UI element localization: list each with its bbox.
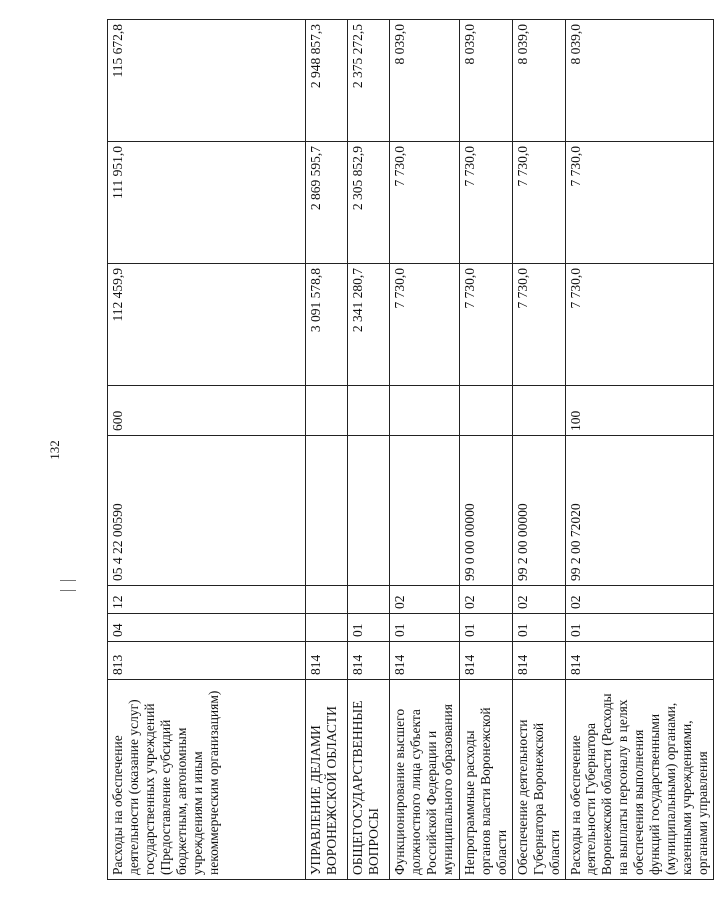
amount-year-2: 7 730,0: [460, 142, 513, 264]
expense-type: [348, 386, 390, 436]
amount-year-3: 2 375 272,5: [348, 20, 390, 142]
table-row: [565, 20, 713, 880]
target-article: 05 4 22 00590: [108, 436, 306, 586]
target-article: [390, 436, 460, 586]
target-article: [348, 436, 390, 586]
table-row: [348, 20, 390, 880]
amount-year-3: 8 039,0: [460, 20, 513, 142]
margin-mark: [60, 580, 76, 581]
expense-type: 600: [108, 386, 306, 436]
budget-table: [107, 19, 714, 880]
subsection-code: [306, 586, 348, 614]
table-row: [108, 20, 306, 880]
ministry-code: 814: [390, 642, 460, 680]
amount-year-1: 2 341 280,7: [348, 264, 390, 386]
expense-type: [390, 386, 460, 436]
section-code: 01: [348, 614, 390, 642]
amount-year-1: 3 091 578,8: [306, 264, 348, 386]
amount-year-1: 7 730,0: [565, 264, 713, 386]
amount-year-1: 7 730,0: [460, 264, 513, 386]
amount-year-2: 111 951,0: [108, 142, 306, 264]
table-row: [306, 20, 348, 880]
ministry-code: 813: [108, 642, 306, 680]
subsection-code: 02: [460, 586, 513, 614]
amount-year-1: 7 730,0: [390, 264, 460, 386]
amount-year-2: 7 730,0: [565, 142, 713, 264]
amount-year-3: 115 672,8: [108, 20, 306, 142]
expense-type: [460, 386, 513, 436]
expense-type: [512, 386, 565, 436]
row-name: ОБЩЕГОСУДАРСТВЕННЫЕ ВОПРОСЫ: [348, 680, 390, 880]
table-row: [390, 20, 460, 880]
target-article: 99 0 00 00000: [460, 436, 513, 586]
subsection-code: 02: [512, 586, 565, 614]
target-article: 99 2 00 00000: [512, 436, 565, 586]
page-number: 132: [47, 440, 62, 460]
expense-type: [306, 386, 348, 436]
row-name: Обеспечение деятельности Губернатора Воронежской области: [512, 680, 565, 880]
table-row: [460, 20, 513, 880]
row-name: УПРАВЛЕНИЕ ДЕЛАМИ ВОРОНЕЖСКОЙ ОБЛАСТИ: [306, 680, 348, 880]
ministry-code: 814: [306, 642, 348, 680]
margin-mark: [60, 590, 76, 591]
section-code: 01: [512, 614, 565, 642]
amount-year-3: 8 039,0: [512, 20, 565, 142]
table-row: [512, 20, 565, 880]
section-code: 01: [460, 614, 513, 642]
amount-year-2: 7 730,0: [390, 142, 460, 264]
expense-type: 100: [565, 386, 713, 436]
subsection-code: 02: [565, 586, 713, 614]
section-code: 01: [565, 614, 713, 642]
subsection-code: 02: [390, 586, 460, 614]
section-code: 04: [108, 614, 306, 642]
amount-year-2: 2 869 595,7: [306, 142, 348, 264]
row-name: Непрограммные расходы органов власти Воронежской области: [460, 680, 513, 880]
row-name: Расходы на обеспечение деятельности (оказание услуг) государственных учреждений (Предоставление субсидий бюджетным, автономным учреждениям и иным некоммерческим организациям): [108, 680, 306, 880]
section-code: 01: [390, 614, 460, 642]
subsection-code: 12: [108, 586, 306, 614]
budget-table-container: [107, 20, 710, 880]
section-code: [306, 614, 348, 642]
row-name: Функционирование высшего должностного лица субъекта Российской Федерации и муниципального образования: [390, 680, 460, 880]
amount-year-3: 8 039,0: [390, 20, 460, 142]
amount-year-3: 2 948 857,3: [306, 20, 348, 142]
subsection-code: [348, 586, 390, 614]
amount-year-2: 7 730,0: [512, 142, 565, 264]
amount-year-1: 112 459,9: [108, 264, 306, 386]
ministry-code: 814: [565, 642, 713, 680]
ministry-code: 814: [460, 642, 513, 680]
amount-year-1: 7 730,0: [512, 264, 565, 386]
ministry-code: 814: [512, 642, 565, 680]
amount-year-2: 2 305 852,9: [348, 142, 390, 264]
amount-year-3: 8 039,0: [565, 20, 713, 142]
ministry-code: 814: [348, 642, 390, 680]
target-article: 99 2 00 72020: [565, 436, 713, 586]
target-article: [306, 436, 348, 586]
row-name: Расходы на обеспечение деятельности Губернатора Воронежской области (Расходы на выплаты персоналу в целях обеспечения выполнения функций государственными (муниципальными) органами, казенными учреждениями, органами управления: [565, 680, 713, 880]
